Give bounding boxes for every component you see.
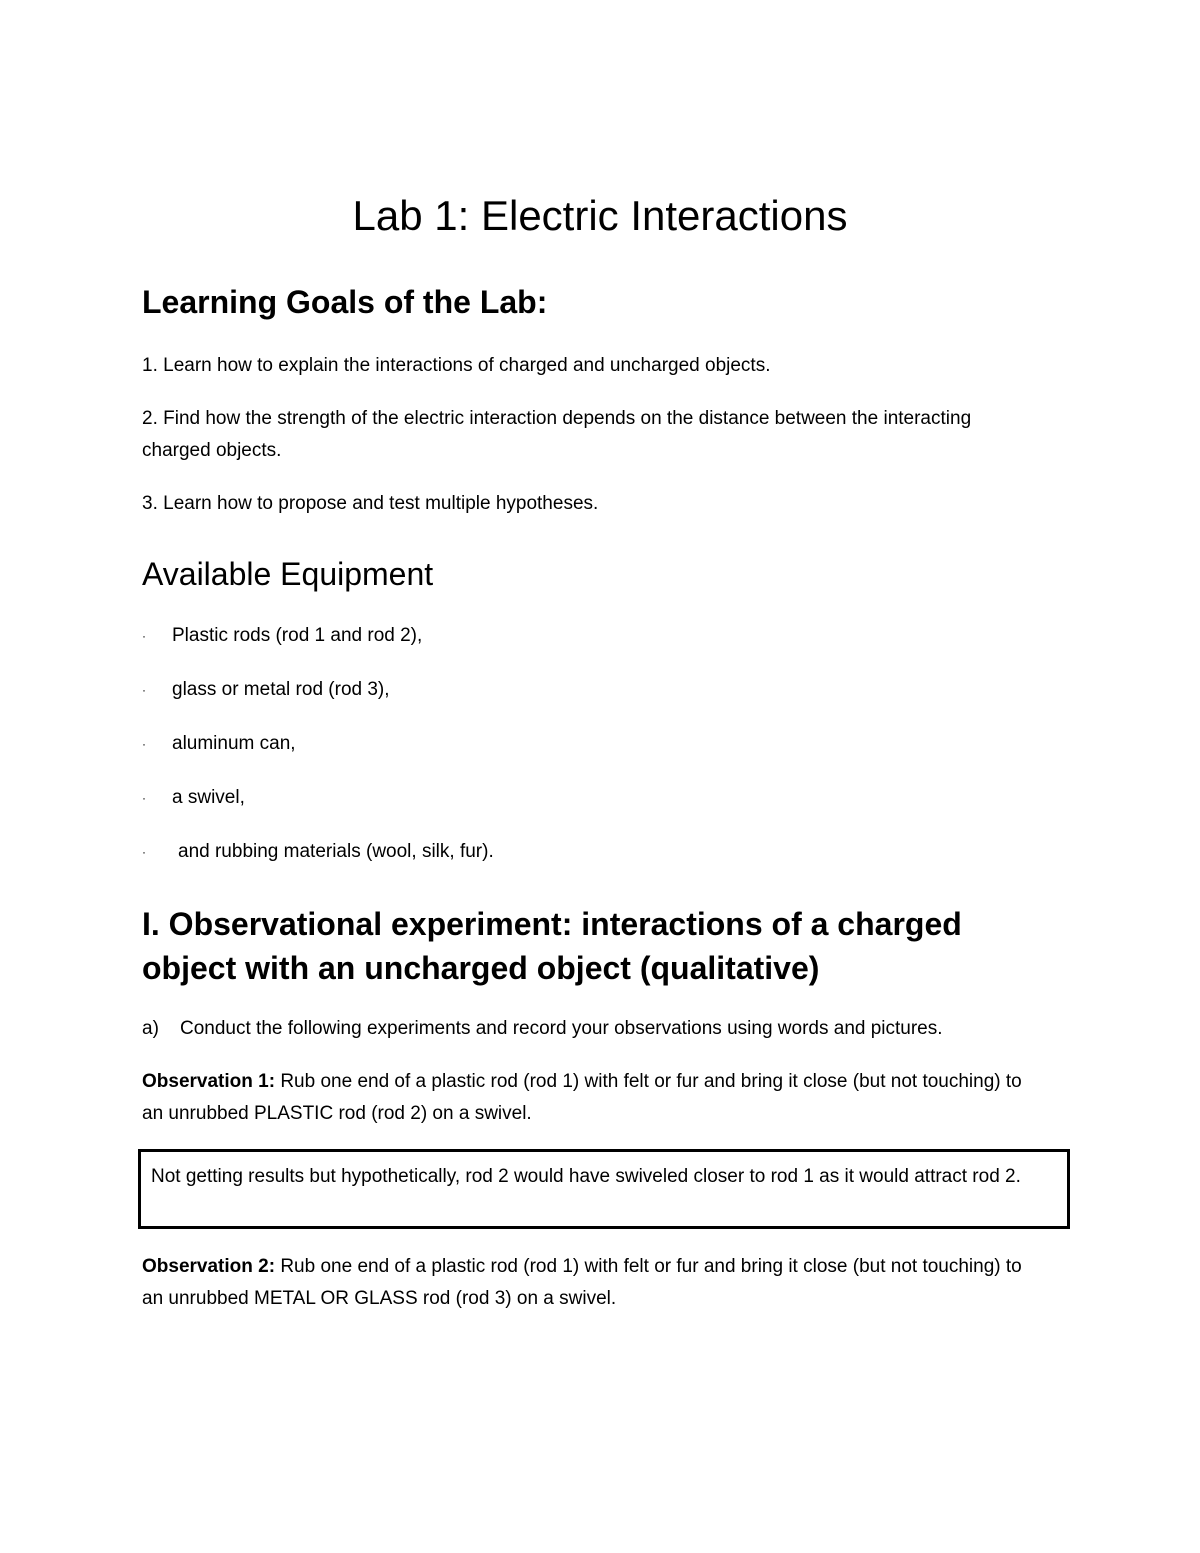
equipment-heading: Available Equipment bbox=[142, 556, 434, 592]
page-title: Lab 1: Electric Interactions bbox=[352, 192, 848, 239]
equipment-item-text: aluminum can, bbox=[172, 733, 296, 754]
observation-2-text: Rub one end of a plastic rod (rod 1) with felt or fur and bring it close (but not touching) to an unrubbed METAL OR GLASS rod (rod 3) on a swivel. bbox=[142, 1256, 1022, 1309]
observation-1-text: Rub one end of a plastic rod (rod 1) with felt or fur and bring it close (but not touching) to an unrubbed PLASTIC rod (rod 2) on a swivel. bbox=[142, 1071, 1022, 1124]
learning-goal-1: 1. Learn how to explain the interactions of charged and uncharged objects. bbox=[142, 355, 771, 376]
learning-goal-3: 3. Learn how to propose and test multiple hypotheses. bbox=[142, 493, 599, 514]
observation-1-label: Observation 1: bbox=[142, 1071, 276, 1092]
observation-1 bbox=[142, 1066, 1047, 1130]
section1-instruction: a) Conduct the following experiments and record your observations using words and pictures. bbox=[142, 1018, 943, 1039]
observation-2 bbox=[142, 1251, 1047, 1315]
bullet-icon: · bbox=[142, 629, 146, 643]
equipment-item-text: Plastic rods (rod 1 and rod 2), bbox=[172, 625, 423, 646]
learning-goals-heading: Learning Goals of the Lab: bbox=[142, 284, 548, 320]
observation-2-label: Observation 2: bbox=[142, 1256, 276, 1277]
learning-goal-2: 2. Find how the strength of the electric interaction depends on the distance between the interacting charged objects. bbox=[142, 408, 972, 461]
bullet-icon: · bbox=[142, 791, 146, 805]
section1-heading: I. Observational experiment: interactions of a charged object with an uncharged object (qualitative) bbox=[142, 906, 962, 986]
equipment-item-text: and rubbing materials (wool, silk, fur). bbox=[178, 841, 494, 862]
bullet-icon: · bbox=[142, 737, 146, 751]
equipment-item-text: a swivel, bbox=[172, 787, 245, 808]
bullet-icon: · bbox=[142, 683, 146, 697]
bullet-icon: · bbox=[142, 845, 146, 859]
answer-box-1[interactable]: Not getting results but hypothetically, rod 2 would have swiveled closer to rod 1 as it would attract rod 2. bbox=[138, 1149, 1070, 1229]
equipment-item-text: glass or metal rod (rod 3), bbox=[172, 679, 390, 700]
